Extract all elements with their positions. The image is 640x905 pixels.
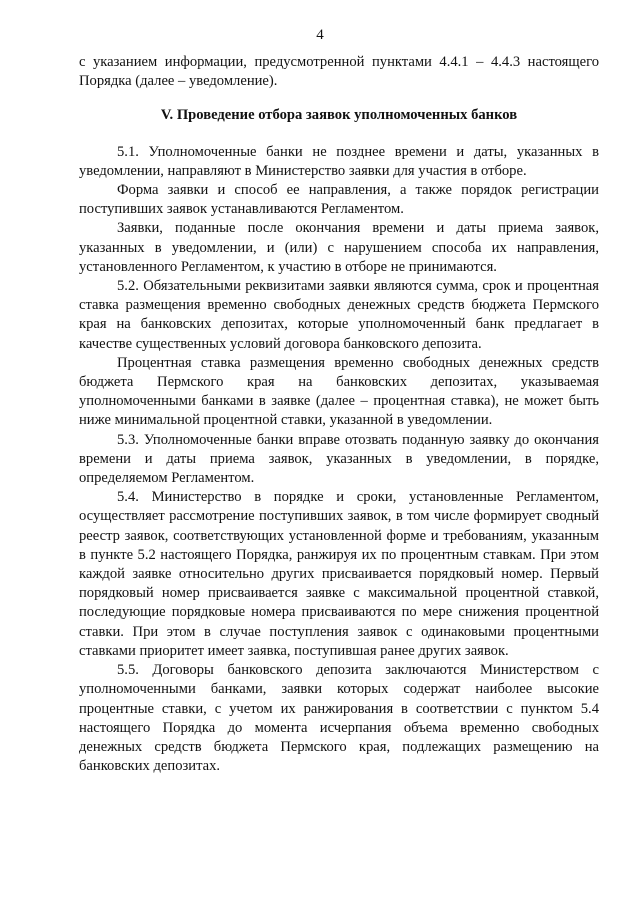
paragraph-late-applications: Заявки, поданные после окончания времени и даты приема заявок, указанных в уведомлении, и (или) с нарушением способа их направления, установленного Регламентом, к участию в отборе не принимаются. [79, 220, 599, 275]
page-number: 4 [316, 27, 324, 43]
section-heading: V. Проведение отбора заявок уполномоченных банков [160, 107, 518, 124]
intro-paragraph: с указанием информации, предусмотренной пунктами 4.4.1 – 4.4.3 настоящего Порядка (далее – уведомление). [79, 54, 599, 90]
paragraph-interest-rate: Процентная ставка размещения временно свободных денежных средств бюджета Пермского края на банковских депозитах, указываемая уполномоченными банками в заявке (далее – процентная ставка), не может быть ниже минимальной процентной ставки, указанной в уведомлении. [79, 354, 599, 429]
paragraph-5-2: 5.2. Обязательными реквизитами заявки являются сумма, срок и процентная ставка размещения временно свободных денежных средств бюджета Пермского края на банковских депозитах, которые уполномоченный банк предлагает в качестве существенных условий договора банковского депозита. [79, 278, 599, 352]
paragraph-5-3: 5.3. Уполномоченные банки вправе отозвать поданную заявку до окончания времени и даты приема заявок, указанных в уведомлении, в порядке, определяемом Регламентом. [79, 431, 599, 487]
paragraph-application-form: Форма заявки и способ ее направления, а также порядок регистрации поступивших заявок устанавливаются Регламентом. [79, 182, 599, 218]
paragraph-5-1: 5.1. Уполномоченные банки не позднее времени и даты, указанных в уведомлении, направляют в Министерство заявки для участия в отборе. [79, 143, 599, 179]
paragraph-5-5: 5.5. Договоры банковского депозита заключаются Министерством с уполномоченными банками, заявки которых содержат наиболее высокие процентные ставки, с учетом их ранжирования в соответствии с пунктом 5.4 настоящего Порядка до момента исчерпания объема временно свободных денежных средств бюджета Пермского края, подлежащих размещению на банковских депозитах. [79, 662, 599, 775]
document-body [79, 53, 599, 776]
paragraph-5-4: 5.4. Министерство в порядке и сроки, установленные Регламентом, осуществляет рассмотрение поступивших заявок, в том числе формирует сводный реестр заявок, соответствующих установленной форме и требованиям, указанным в пункте 5.2 настоящего Порядка, ранжируя их по процентным ставкам. При этом каждой заявке относительно других присваивается порядковый номер. Первый порядковый номер присваивается заявке с максимальной процентной ставкой, последующие порядковые номера присваиваются по мере снижения процентной ставки. При этом в случае поступления заявок с одинаковыми процентными ставками приоритет имеет заявка, поступившая ранее других заявок. [79, 489, 599, 659]
